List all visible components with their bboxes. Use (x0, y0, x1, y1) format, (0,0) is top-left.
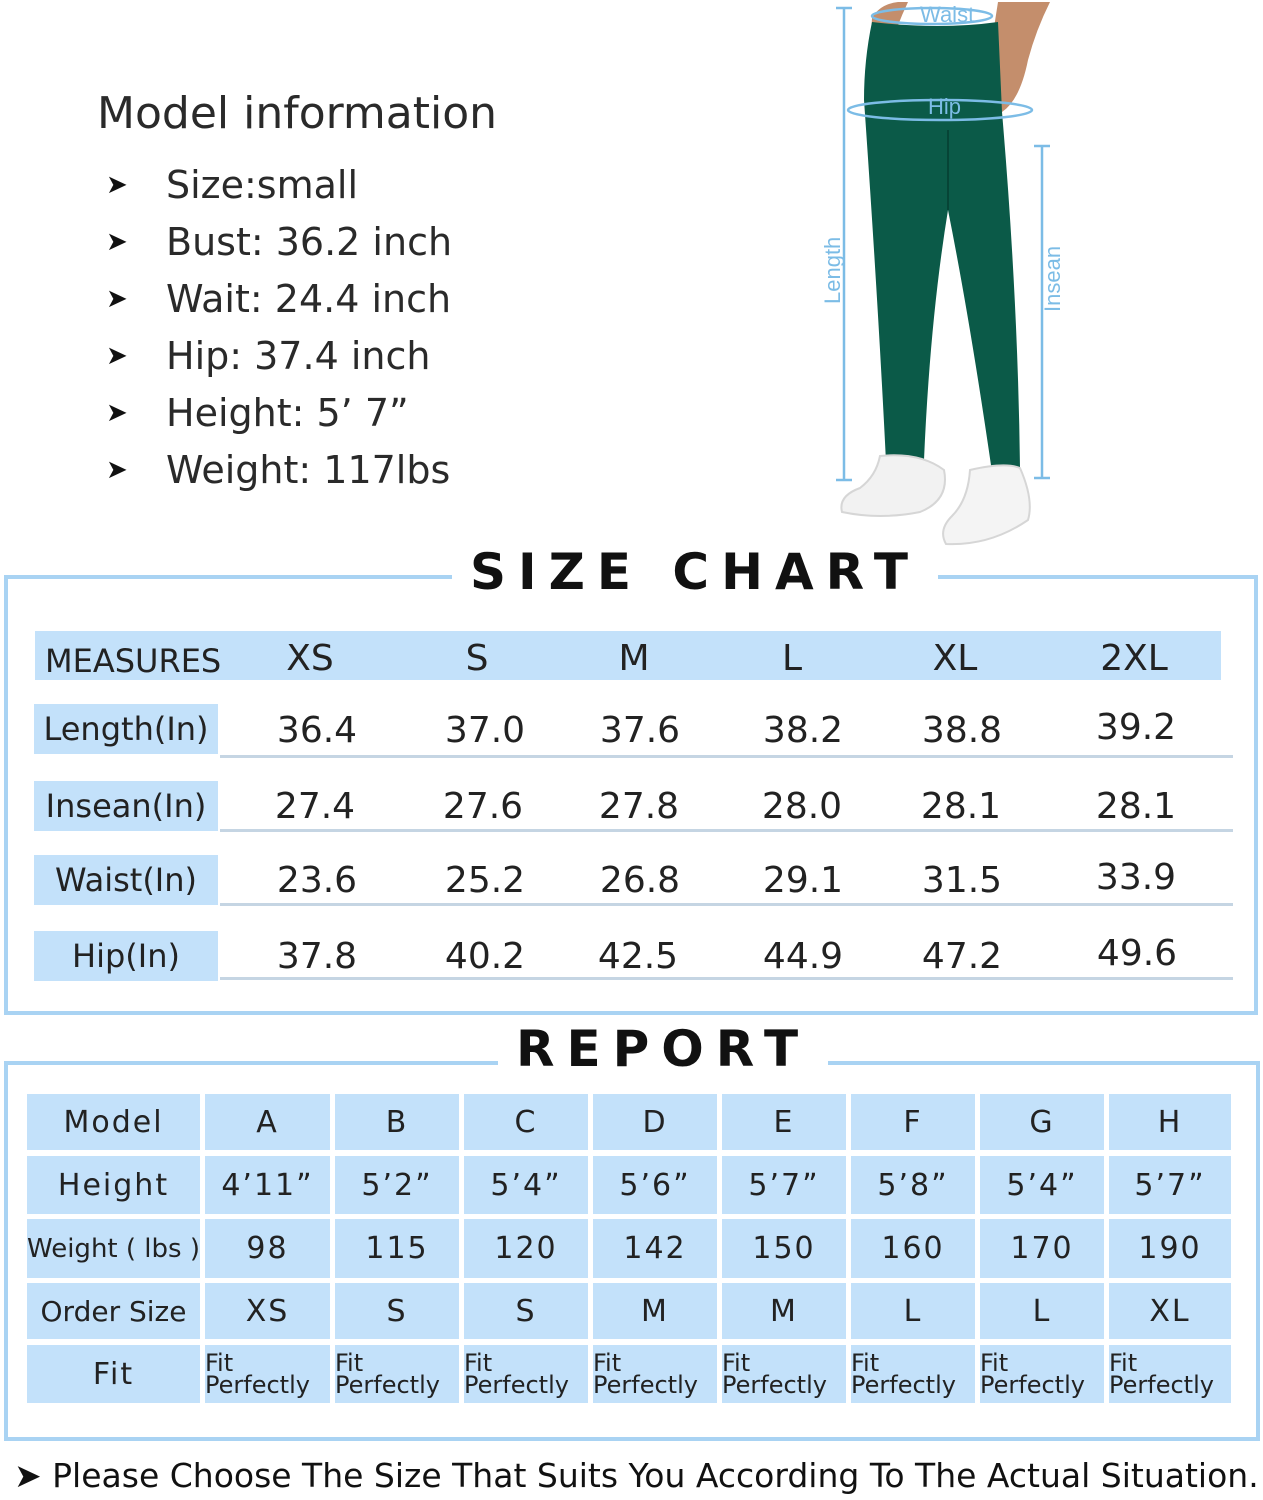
arrow-icon: ➤ (106, 454, 128, 485)
waist-label: Waist (920, 2, 975, 27)
size-chart-header-size: L (781, 638, 803, 679)
report-cell: Fit Perfectly (851, 1345, 975, 1403)
model-info-item (106, 441, 452, 498)
report-cell: 170 (980, 1219, 1104, 1278)
report-cell: A (205, 1094, 330, 1150)
shoe-right (943, 465, 1030, 544)
report-row-label: Fit (27, 1345, 200, 1403)
size-chart-header-size: S (465, 638, 489, 679)
report-cell: 142 (593, 1219, 717, 1278)
report-cell: F (851, 1094, 975, 1150)
row-divider (220, 977, 1233, 980)
report-cell: M (593, 1283, 717, 1339)
model-info-text: Height: 5’ 7” (166, 390, 409, 435)
size-chart-row-label: Waist(In) (34, 855, 218, 905)
size-chart-header-size: XL (932, 638, 978, 679)
size-chart-cell: 38.8 (921, 710, 1003, 751)
report-cell: Fit Perfectly (205, 1345, 330, 1403)
report-cell: H (1109, 1094, 1231, 1150)
model-info-item (106, 156, 452, 213)
report-cell: S (335, 1283, 459, 1339)
model-info-item (106, 327, 452, 384)
size-chart-header-size: XS (286, 638, 334, 679)
size-chart-cell: 39.2 (1095, 707, 1177, 748)
size-chart-row-label: Length(In) (34, 704, 218, 754)
report-row-label: Weight ( lbs ) (27, 1219, 200, 1278)
model-info-item (106, 270, 452, 327)
model-info-title: Model information (97, 88, 498, 139)
report-cell: 5’2” (335, 1156, 459, 1214)
report-row-label: Order Size (27, 1283, 200, 1339)
shoe-left (841, 455, 945, 516)
report-cell: 120 (464, 1219, 588, 1278)
size-chart-cell: 23.6 (276, 860, 358, 901)
size-chart-cell: 40.2 (444, 936, 526, 977)
report-cell: M (722, 1283, 846, 1339)
length-label: Length (820, 236, 845, 304)
report-cell: C (464, 1094, 588, 1150)
report-cell: Fit Perfectly (464, 1345, 588, 1403)
report-cell: XS (205, 1283, 330, 1339)
report-cell: D (593, 1094, 717, 1150)
report-cell: 5’4” (980, 1156, 1104, 1214)
size-chart-cell: 49.6 (1096, 933, 1178, 974)
size-chart-header-measures: MEASURES (45, 642, 222, 680)
size-chart-cell: 29.1 (762, 860, 844, 901)
arrow-icon: ➤ (106, 397, 128, 428)
size-chart-cell: 31.5 (921, 860, 1003, 901)
report-cell: G (980, 1094, 1104, 1150)
report-cell: XL (1109, 1283, 1231, 1339)
size-chart-cell: 26.8 (599, 860, 681, 901)
report-cell: 98 (205, 1219, 330, 1278)
model-info-text: Bust: 36.2 inch (166, 219, 453, 264)
size-chart-cell: 37.6 (599, 710, 681, 751)
size-chart-cell: 36.4 (276, 710, 358, 751)
model-info-text: Weight: 117lbs (166, 447, 451, 492)
row-divider (220, 829, 1233, 832)
model-info-text: Wait: 24.4 inch (166, 276, 452, 321)
report-row-label: Height (27, 1156, 200, 1214)
report-cell: L (980, 1283, 1104, 1339)
report-cell: 5’7” (722, 1156, 846, 1214)
report-cell: 5’7” (1109, 1156, 1231, 1214)
report-cell: 5’8” (851, 1156, 975, 1214)
size-chart-cell: 44.9 (762, 936, 844, 977)
size-chart-cell: 28.0 (761, 786, 843, 827)
size-chart-title: SIZE CHART (452, 543, 938, 601)
size-chart-row-label: Hip(In) (34, 931, 218, 981)
arrow-icon: ➤ (106, 283, 128, 314)
report-title: REPORT (498, 1020, 828, 1078)
size-chart-header-size: 2XL (1100, 638, 1168, 679)
model-info-item (106, 213, 452, 270)
arrow-icon: ➤ (106, 340, 128, 371)
size-chart-cell: 27.4 (274, 786, 356, 827)
report-cell: 115 (335, 1219, 459, 1278)
size-chart-cell: 27.6 (442, 786, 524, 827)
report-cell: B (335, 1094, 459, 1150)
size-chart-cell: 38.2 (762, 710, 844, 751)
report-row-label: Model (27, 1094, 200, 1150)
pants-shape (864, 22, 1020, 472)
size-chart-cell: 37.8 (276, 936, 358, 977)
pants-illustration (820, 0, 1080, 550)
arrow-icon: ➤ (106, 169, 128, 200)
size-chart-cell: 25.2 (444, 860, 526, 901)
size-chart-header-size: M (618, 638, 650, 679)
size-chart-cell: 47.2 (921, 936, 1003, 977)
report-cell: Fit Perfectly (593, 1345, 717, 1403)
model-info-list (106, 156, 452, 498)
model-info-text: Size:small (166, 162, 359, 207)
footer-text: Please Choose The Size That Suits You According To The Actual Situation. (52, 1456, 1259, 1495)
model-info-item (106, 384, 452, 441)
size-chart-cell: 37.0 (444, 710, 526, 751)
report-cell: 160 (851, 1219, 975, 1278)
arrow-icon: ➤ (106, 226, 128, 257)
report-cell: L (851, 1283, 975, 1339)
size-chart-cell: 33.9 (1095, 857, 1177, 898)
footer-note (14, 1456, 1259, 1495)
report-cell: 150 (722, 1219, 846, 1278)
report-cell: S (464, 1283, 588, 1339)
size-chart-cell: 42.5 (597, 936, 679, 977)
insean-label: Insean (1040, 245, 1065, 312)
report-cell: Fit Perfectly (722, 1345, 846, 1403)
report-cell: 5’6” (593, 1156, 717, 1214)
size-chart-cell: 28.1 (920, 786, 1002, 827)
hip-label: Hip (928, 94, 962, 119)
report-cell: Fit Perfectly (1109, 1345, 1231, 1403)
row-divider (220, 903, 1233, 906)
arrow-icon: ➤ (14, 1456, 42, 1495)
size-chart-row-label: Insean(In) (34, 781, 218, 831)
model-info-text: Hip: 37.4 inch (166, 333, 431, 378)
report-cell: 5’4” (464, 1156, 588, 1214)
report-cell: E (722, 1094, 846, 1150)
size-chart-cell: 27.8 (598, 786, 680, 827)
row-divider (220, 755, 1233, 758)
report-cell: 190 (1109, 1219, 1231, 1278)
size-chart-cell: 28.1 (1095, 786, 1177, 827)
report-cell: Fit Perfectly (335, 1345, 459, 1403)
report-cell: 4’11” (205, 1156, 330, 1214)
report-cell: Fit Perfectly (980, 1345, 1104, 1403)
